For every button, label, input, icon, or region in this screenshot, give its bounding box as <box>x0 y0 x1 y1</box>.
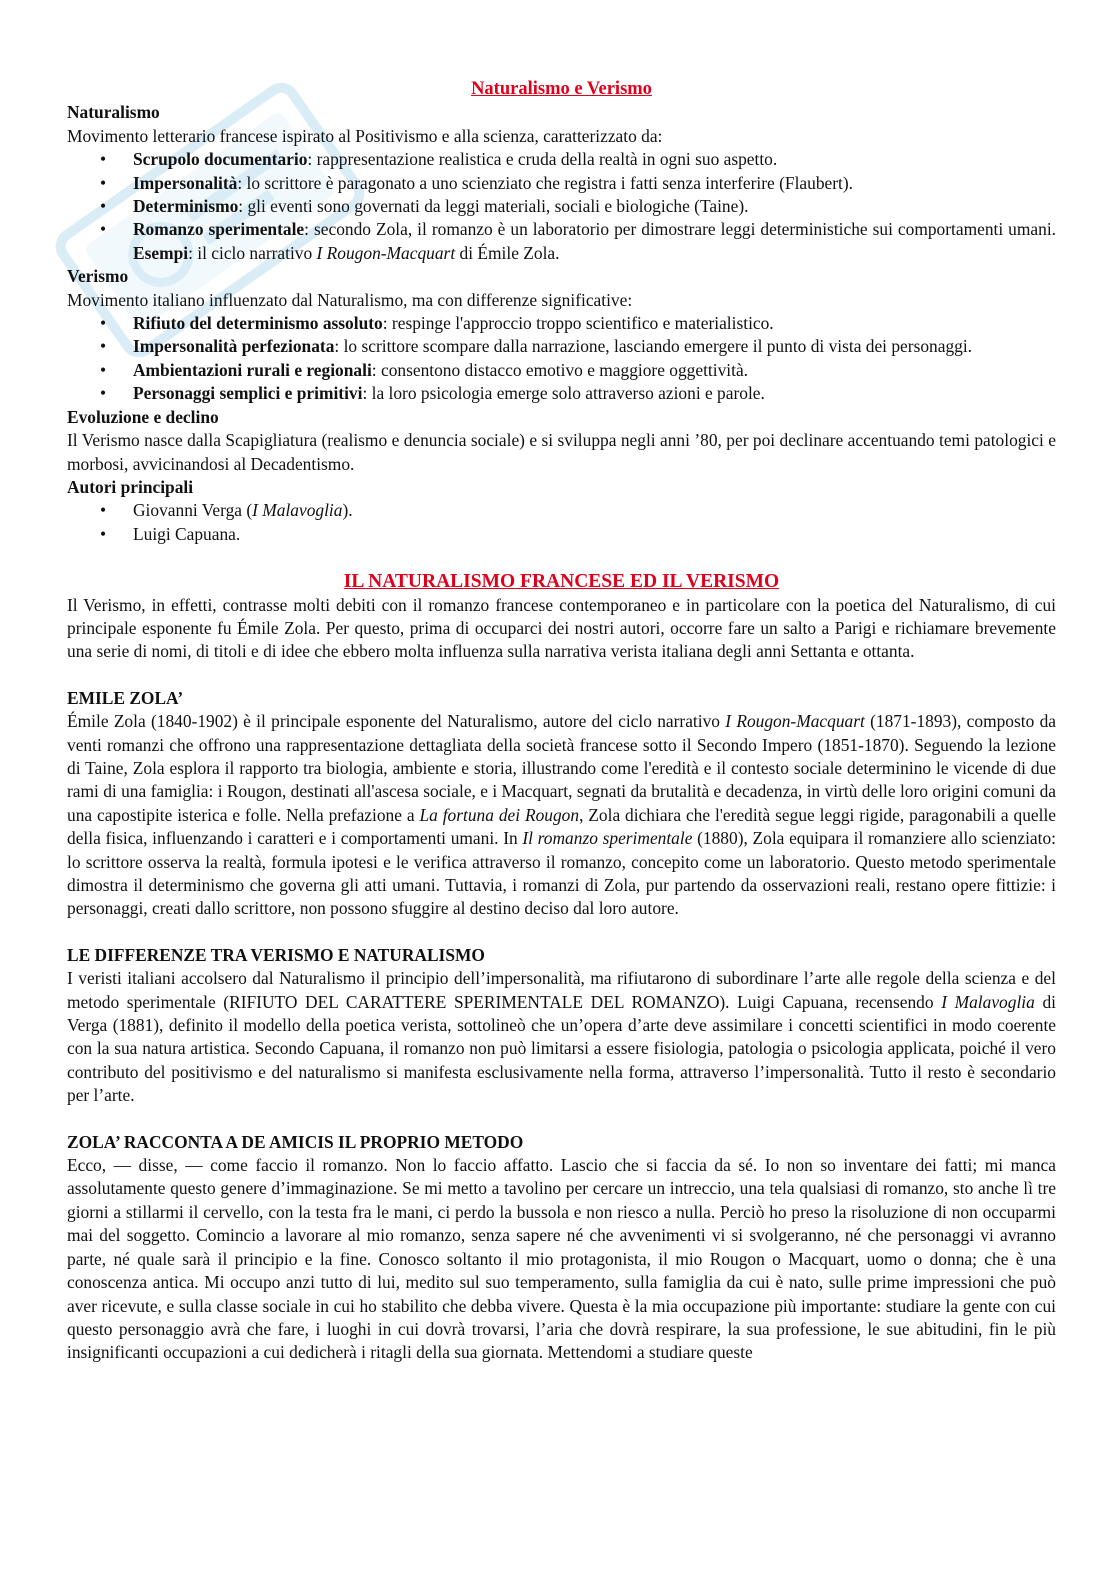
autori-list <box>67 499 1056 546</box>
section-title-naturalismo-francese: IL NATURALISMO FRANCESE ED IL VERISMO <box>343 571 780 593</box>
list-item: • Impersonalità: lo scrittore è paragonato a uno scienziato che registra i fatti senza interferire (Flaubert). <box>67 172 1056 195</box>
list-item: • Giovanni Verga (I Malavoglia). <box>67 499 1056 522</box>
list-item: • Impersonalità perfezionata: lo scrittore scompare dalla narrazione, lasciando emergere il punto di vista dei personaggi. <box>67 335 1056 358</box>
list-item: • Personaggi semplici e primitivi: la loro psicologia emerge solo attraverso azioni e parole. <box>67 382 1056 405</box>
section-heading-autori: Autori principali <box>67 476 194 497</box>
section-heading-zola: EMILE ZOLA’ <box>67 687 184 708</box>
evoluzione-text: Il Verismo nasce dalla Scapigliatura (realismo e denuncia sociale) e si sviluppa negli anni ’80, per poi declinare accentuando temi patologici e morbosi, avvicinandosi al Decadentismo. <box>67 430 1056 474</box>
section-heading-verismo: Verismo <box>67 266 129 287</box>
section-heading-evoluzione: Evoluzione e declino <box>67 406 219 427</box>
list-item: • Rifiuto del determinismo assoluto: respinge l'approccio troppo scientifico e materialistico. <box>67 312 1056 335</box>
section-heading-differenze: LE DIFFERENZE TRA VERISMO E NATURALISMO <box>67 944 485 965</box>
verismo-intro: Movimento italiano influenzato dal Naturalismo, ma con differenze significative: <box>67 289 633 310</box>
racconta-text: Ecco, — disse, — come faccio il romanzo. Non lo faccio affatto. Lascio che si faccia da sé. Io non so inventare dei fatti; mi manca assolutamente questo genere d’immaginazione. Se mi metto a tavolino per cercare un intreccio, una tela qualsiasi di romanzo, sto anche lì tre giorni a stillarmi il cervello, con la testa fra le mani, ci perdo la bussola e non riesco a nulla. Perciò ho preso la risoluzione di non occuparmi mai del soggetto. Comincio a lavorare al mio romanzo, senza sapere né che avvenimenti vi si svolgeranno, né che personaggi vi avranno parte, né quale sarà il principio e la fine. Conosco soltanto il mio protagonista, il mio Rougon o Macquart, uomo o donna; che è una conoscenza antica. Mi occupo anzi tutto di lui, medito sul suo temperamento, sulla famiglia da cui è nato, sulle prime impressioni che può aver ricevute, e sulla classe sociale in cui ho stabilito che debba vivere. Questa è la mia occupazione più importante: studiare la gente con cui questo personaggio avrà che fare, i luoghi in cui dovrà trovarsi, l’aria che dovrà respirare, la sua professione, le sue abitudini, fin le più insignificanti occupazioni a cui dedicherà i ritagli della sua giornata. Mettendomi a studiare queste <box>67 1155 1056 1363</box>
section-heading-racconta: ZOLA’ RACCONTA A DE AMICIS IL PROPRIO METODO <box>67 1131 524 1152</box>
list-item: • Ambientazioni rurali e regionali: consentono distacco emotivo e maggiore oggettività. <box>67 359 1056 382</box>
naturalismo-francese-text: Il Verismo, in effetti, contrasse molti debiti con il romanzo francese contemporaneo e in particolare con la poetica del Naturalismo, di cui principale esponente fu Émile Zola. Per questo, prima di occuparci dei nostri autori, occorre fare un salto a Parigi e richiamare brevemente una serie di nomi, di titoli e di idee che ebbero molta influenza sulla narrativa verista italiana degli anni Settanta e ottanta. <box>67 594 1056 662</box>
naturalismo-list <box>67 148 1056 265</box>
verismo-list <box>67 312 1056 406</box>
list-item: • Determinismo: gli eventi sono governati da leggi materiali, sociali e biologiche (Taine). <box>67 195 1056 218</box>
zola-text: Émile Zola (1840-1902) è il principale esponente del Naturalismo, autore del ciclo narrativo I Rougon-Macquart (1871-1893), composto da venti romanzi che offrono una rappresentazione dettagliata della società francese sotto il Secondo Impero (1851-1870). Seguendo la lezione di Taine, Zola esplora il rapporto tra biologia, ambiente e storia, illustrando come l'eredità e il contesto sociale determinino le vicende di due rami di una famiglia: i Rougon, destinati all'ascesa sociale, e i Macquart, segnati da brutalità e decadenza, in virtù delle loro origini comuni da una capostipite isterica e folle. Nella prefazione a La fortuna dei Rougon, Zola dichiara che l'eredità segue leggi rigide, paragonabili a quelle della fisica, influenzando i caratteri e i comportamenti umani. In Il romanzo sperimentale (1880), Zola equipara il romanziere allo scienziato: lo scrittore osserva la realtà, formula ipotesi e le verifica attraverso il romanzo, concepito come un laboratorio. Questo metodo sperimentale dimostra il determinismo che governa gli atti umani. Tuttavia, i romanzi di Zola, pur partendo da osservazioni reali, restano opere fittizie: i personaggi, creati dallo scrittore, non possono sfuggire al destino deciso dal loro autore. <box>67 711 1056 919</box>
section-heading-naturalismo: Naturalismo <box>67 102 160 123</box>
differenze-text: I veristi italiani accolsero dal Naturalismo il principio dell’impersonalità, ma rifiutarono di subordinare l’arte alle regole della scienza e del metodo sperimentale (RIFIUTO DEL CARATTERE SPERIMENTALE DEL ROMANZO). Luigi Capuana, recensendo I Malavoglia di Verga (1881), definito il modello della poetica verista, sottolineò che un’opera d’arte deve assimilare i concetti scientifici in modo coerente con la sua natura artistica. Secondo Capuana, il romanzo non può limitarsi a essere fisiologia, patologia o psicologia applicata, poiché il vero contributo del positivismo e del naturalismo si manifesta esclusivamente nella forma, attraverso l’impersonalità. Tutto il resto è secondario per l’arte. <box>67 968 1056 1106</box>
list-item: • Scrupolo documentario: rappresentazione realistica e cruda della realtà in ogni suo aspetto. <box>67 148 1056 171</box>
list-item: • Romanzo sperimentale: secondo Zola, il romanzo è un laboratorio per dimostrare leggi deterministiche sui comportamenti umani. Esempi: il ciclo narrativo I Rougon-Macquart di Émile Zola. <box>67 218 1056 265</box>
list-item: • Luigi Capuana. <box>67 523 1056 546</box>
naturalismo-intro: Movimento letterario francese ispirato al Positivismo e alla scienza, caratterizzato da: <box>67 125 663 146</box>
document-title: Naturalismo e Verismo <box>471 79 652 99</box>
